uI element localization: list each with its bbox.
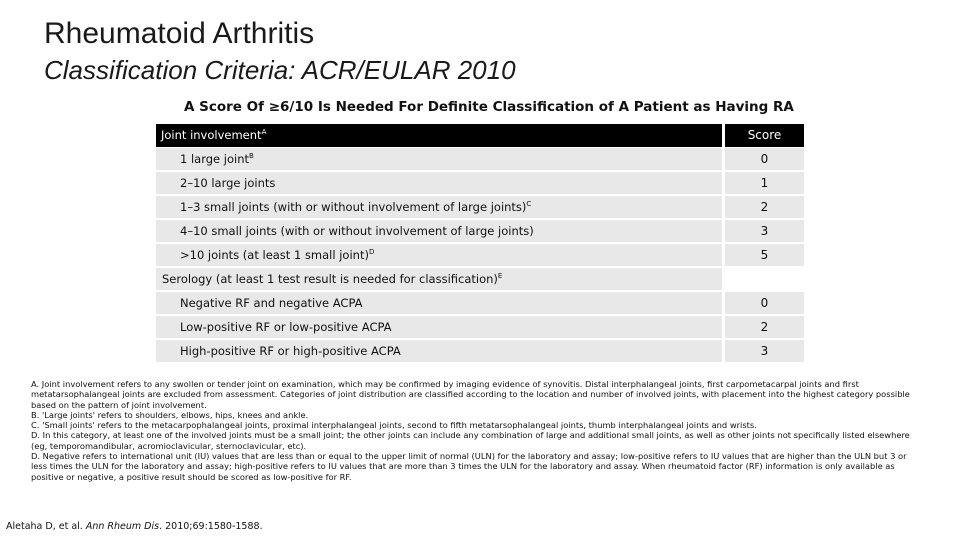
header-label: Joint involvement <box>161 128 262 142</box>
footnote-b: B. 'Large joints' refers to shoulders, elbows, hips, knees and ankle. <box>31 409 309 420</box>
criterion-text: 2–10 large joints <box>180 176 276 190</box>
criterion-label <box>156 172 722 194</box>
criterion-score: 3 <box>725 340 804 362</box>
table-row <box>156 340 804 364</box>
citation-authors: Aletaha D, et al. <box>6 521 86 532</box>
table-row <box>156 220 804 244</box>
footnote-marker: E <box>497 272 503 281</box>
criterion-score: 2 <box>725 196 804 218</box>
criterion-score: 3 <box>725 220 804 242</box>
serology-header-score-cell <box>725 268 804 290</box>
score-requirement-headline: A Score Of ≥6/10 Is Needed For Definite Classification of A Patient as Having RA <box>184 99 794 115</box>
criterion-label: Negative RF and negative ACPA <box>156 292 722 314</box>
citation-journal: Ann Rheum Dis <box>85 521 160 532</box>
table-row <box>156 196 804 220</box>
footnote-marker: B <box>249 152 254 161</box>
criterion-score: 2 <box>725 316 804 338</box>
criterion-label: Low-positive RF or low-positive ACPA <box>156 316 722 338</box>
table-row <box>156 172 804 196</box>
footnote-e: D. Negative refers to international unit (IU) values that are less than or equal to the upper limit of normal (ULN) for the laboratory and assay; low-positive refers to IU values that are higher than the ULN but 3 or less times the ULN for the laboratory and assay; high-positive refers to IU values that are more than 3 times the ULN for the laboratory and assay. When rheumatoid factor (RF) information is only available as positive or negative, a positive result should be scored as low-positive for RF. <box>31 451 907 482</box>
footnote-marker: C <box>526 200 532 209</box>
criterion-text: >10 joints (at least 1 small joint) <box>180 248 369 262</box>
slide-title: Rheumatoid Arthritis <box>44 17 315 50</box>
score-header: Score <box>725 124 804 147</box>
citation <box>6 521 263 533</box>
footnote-a: A. Joint involvement refers to any swollen or tender joint on examination, which may be confirmed by imaging evidence of synovitis. Distal interphalangeal joints, first carpometacarpal joints and first metatarsophalangeal joints are excluded from assessment. Categories of joint distribution are classified according to the location and number of involved joints, with placement into the highest category possible based on the pattern of joint involvement. <box>31 379 910 410</box>
footnote-marker: D <box>368 248 375 257</box>
criterion-text: 1–3 small joints (with or without involvement of large joints) <box>180 200 527 214</box>
serology-section-row <box>156 268 804 292</box>
table-row <box>156 244 804 268</box>
criterion-label <box>156 196 722 218</box>
criterion-text: 4–10 small joints (with or without involvement of large joints) <box>180 224 534 238</box>
criterion-score: 5 <box>725 244 804 266</box>
serology-header-text: Serology (at least 1 test result is needed for classification) <box>162 272 498 286</box>
criterion-score: 1 <box>725 172 804 194</box>
citation-details: . 2010;69:1580-1588. <box>159 521 263 532</box>
table-row <box>156 316 804 340</box>
criterion-score: 0 <box>725 148 804 170</box>
table-header-row <box>156 124 804 148</box>
criteria-table <box>156 124 804 364</box>
criterion-score: 0 <box>725 292 804 314</box>
footnotes <box>31 379 921 482</box>
criterion-label: High-positive RF or high-positive ACPA <box>156 340 722 362</box>
serology-header <box>156 268 722 290</box>
table-row <box>156 292 804 316</box>
criterion-text: 1 large joint <box>180 152 249 166</box>
footnote-c: C. 'Small joints' refers to the metacarpophalangeal joints, proximal interphalangeal joints, second to fifth metatarsophalangeal joints, thumb interphalangeal joints and wrists. <box>31 420 757 431</box>
criterion-label <box>156 220 722 242</box>
footnote-d: D. In this category, at least one of the involved joints must be a small joint; the other joints can include any combination of large and additional small joints, as well as other joints not specifically listed elsewhere (eg, temporomandibular, acromioclavicular, sternoclavicular, etc). <box>31 430 910 451</box>
slide-subtitle: Classification Criteria: ACR/EULAR 2010 <box>44 55 516 85</box>
table-row <box>156 148 804 172</box>
joint-involvement-header <box>156 124 722 147</box>
header-footnote-marker: A <box>261 128 267 137</box>
criterion-label <box>156 244 722 266</box>
criterion-label <box>156 148 722 170</box>
